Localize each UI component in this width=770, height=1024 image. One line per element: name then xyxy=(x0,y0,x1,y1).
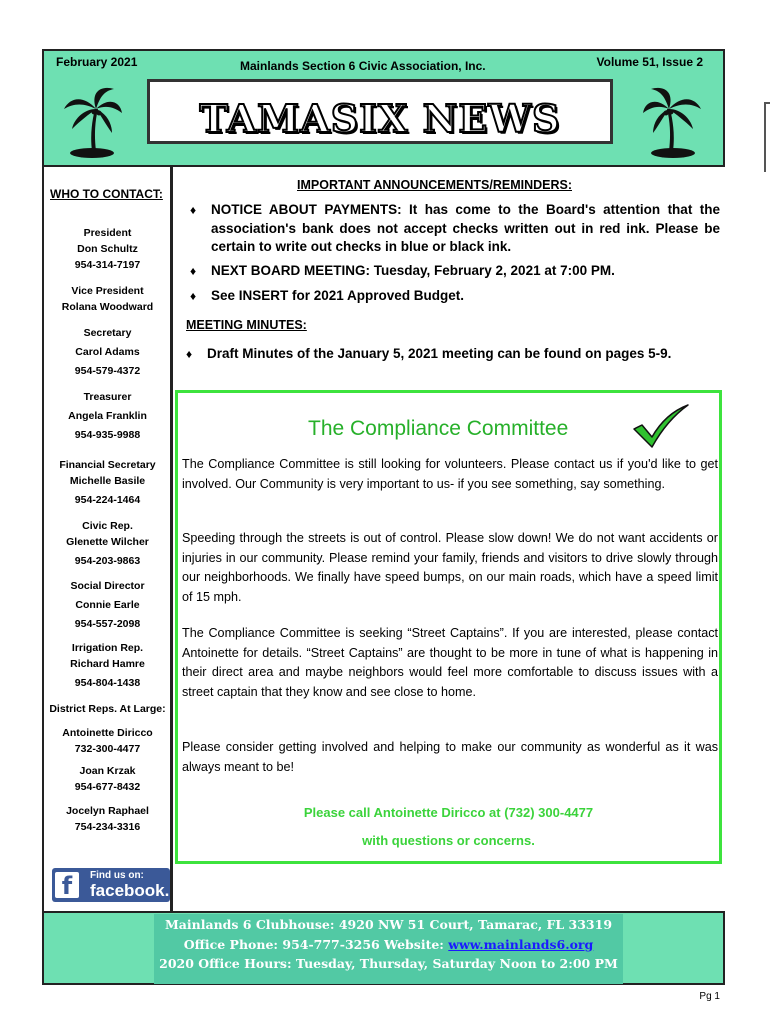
palm-tree-icon xyxy=(643,85,703,159)
minutes-text: Draft Minutes of the January 5, 2021 meeting can be found on pages 5-9. xyxy=(207,346,672,361)
contact-name: Glenette Wilcher xyxy=(66,536,149,548)
footer-hours: 2020 Office Hours: Tuesday, Thursday, Saturday Noon to 2:00 PM xyxy=(159,956,618,971)
page-edge-divider xyxy=(764,102,770,172)
contact-name: Don Schultz xyxy=(77,243,138,255)
website-link[interactable]: www.mainlands6.org xyxy=(448,936,594,952)
page-number: Pg 1 xyxy=(699,991,720,1002)
contact-phone: 954-224-1464 xyxy=(74,494,141,506)
footer-band xyxy=(42,911,725,985)
diamond-bullet-icon: ♦ xyxy=(190,203,197,217)
contact-treasurer xyxy=(44,388,171,445)
contact-social-director xyxy=(44,577,171,634)
diamond-bullet-icon: ♦ xyxy=(190,289,197,303)
contact-phone: 954-203-9863 xyxy=(74,555,141,567)
compliance-paragraph: The Compliance Committee is seeking “Street Captains”. If you are interested, please contact Antoinette for details. “Street Captains” are thought to be more in tune of what is happening in their direct area and maybe neighbors would feel more comfortable to discuss issues with a street captain that they know and see close to home. xyxy=(182,626,718,699)
contact-phone: 954-935-9988 xyxy=(74,429,141,441)
contact-name: Jocelyn Raphael xyxy=(66,805,149,817)
contact-role: Secretary xyxy=(83,327,132,339)
announcement-item xyxy=(190,262,720,281)
announcements-heading: IMPORTANT ANNOUNCEMENTS/REMINDERS: xyxy=(297,178,572,192)
contact-role: Vice President xyxy=(71,285,144,297)
contact-phone: 954-804-1438 xyxy=(74,677,141,689)
contact-financial-secretary xyxy=(44,457,171,508)
compliance-paragraph: The Compliance Committee is still looking for volunteers. Please contact us if you'd like to get involved. Our Community is very important to us- if you see something, say something. xyxy=(182,457,718,491)
contact-secretary xyxy=(44,324,171,381)
announcement-item xyxy=(190,287,720,306)
contact-phone: 954-677-8432 xyxy=(74,781,141,793)
announcement-text: NEXT BOARD MEETING: Tuesday, February 2, 2021 at 7:00 PM. xyxy=(211,263,615,278)
contact-role: Treasurer xyxy=(83,391,132,403)
footer-info xyxy=(154,914,623,984)
compliance-call-line: Please call Antoinette Diricco at (732) 300-4477 xyxy=(303,805,594,820)
issue-date: February 2021 xyxy=(56,55,138,69)
contact-role: Financial Secretary xyxy=(59,459,156,471)
contact-vice-president xyxy=(44,283,171,315)
contact-district-reps-heading xyxy=(44,701,171,717)
contact-name: Carol Adams xyxy=(75,346,140,358)
announcement-text: See INSERT for 2021 Approved Budget. xyxy=(211,288,465,303)
contact-role: President xyxy=(83,227,132,239)
contact-phone: 732-300-4477 xyxy=(74,743,141,755)
contact-name: Rolana Woodward xyxy=(61,301,154,313)
contact-role: Civic Rep. xyxy=(82,520,133,532)
facebook-wordmark: facebook. xyxy=(90,881,170,900)
title-box xyxy=(147,79,613,144)
contact-name: Joan Krzak xyxy=(79,765,136,777)
compliance-paragraph: Speeding through the streets is out of control. Please slow down! We do not want accidents or injuries in our community. Please remind your family, friends and visitors to drive slowly through our neighborhoods. We finally have speed bumps, on our main roads, which have a speed limit of 15 mph. xyxy=(182,531,718,604)
palm-tree-icon xyxy=(62,85,122,159)
organization-name: Mainlands Section 6 Civic Association, Inc. xyxy=(240,59,486,73)
contact-role: District Reps. At Large: xyxy=(49,703,166,715)
footer-phone: Office Phone: 954-777-3256 Website: xyxy=(183,936,449,952)
masthead xyxy=(42,49,725,167)
contact-phone: 954-579-4372 xyxy=(74,365,141,377)
facebook-badge[interactable] xyxy=(52,868,170,902)
compliance-paragraph: Please consider getting involved and helping to make our community as wonderful as it was always meant to be! xyxy=(182,740,718,774)
contact-phone: 954-314-7197 xyxy=(74,259,141,271)
contact-district-rep xyxy=(44,763,171,795)
contact-sidebar xyxy=(42,167,173,911)
contact-president xyxy=(44,225,171,273)
footer-address: Mainlands 6 Clubhouse: 4920 NW 51 Court, Tamarac, FL 33319 xyxy=(164,917,613,932)
minutes-heading: MEETING MINUTES: xyxy=(186,318,307,332)
contact-heading: WHO TO CONTACT: xyxy=(50,187,163,201)
contact-phone: 754-234-3316 xyxy=(74,821,141,833)
contact-district-rep xyxy=(44,725,171,757)
newsletter-title: TAMASIX NEWS xyxy=(199,96,561,141)
contact-name: Richard Hamre xyxy=(70,658,145,670)
checkmark-icon xyxy=(630,403,690,449)
contact-name: Michelle Basile xyxy=(69,475,146,487)
volume-issue: Volume 51, Issue 2 xyxy=(596,55,703,69)
footer-contact-line xyxy=(154,935,623,955)
contact-district-rep xyxy=(44,803,171,835)
contact-name: Angela Franklin xyxy=(68,410,147,422)
contact-name: Antoinette Diricco xyxy=(62,727,153,739)
facebook-icon: f xyxy=(55,872,79,898)
contact-phone: 954-557-2098 xyxy=(74,618,141,630)
facebook-find-label: Find us on: xyxy=(90,870,144,881)
contact-name: Connie Earle xyxy=(75,599,140,611)
contact-role: Irrigation Rep. xyxy=(71,642,144,654)
announcement-item xyxy=(190,201,720,257)
diamond-bullet-icon: ♦ xyxy=(186,347,193,361)
announcement-text: NOTICE ABOUT PAYMENTS: It has come to the Board's attention that the association's bank does not accept checks written out in red ink. Please be certain to write out checks in blue or black ink. xyxy=(211,202,720,254)
contact-irrigation-rep xyxy=(44,640,171,691)
compliance-call-line: with questions or concerns. xyxy=(362,833,535,848)
contact-role: Social Director xyxy=(70,580,145,592)
diamond-bullet-icon: ♦ xyxy=(190,264,197,278)
minutes-item xyxy=(186,345,722,364)
compliance-committee-box xyxy=(175,390,722,864)
contact-civic-rep xyxy=(44,518,171,569)
compliance-title: The Compliance Committee xyxy=(308,417,569,440)
